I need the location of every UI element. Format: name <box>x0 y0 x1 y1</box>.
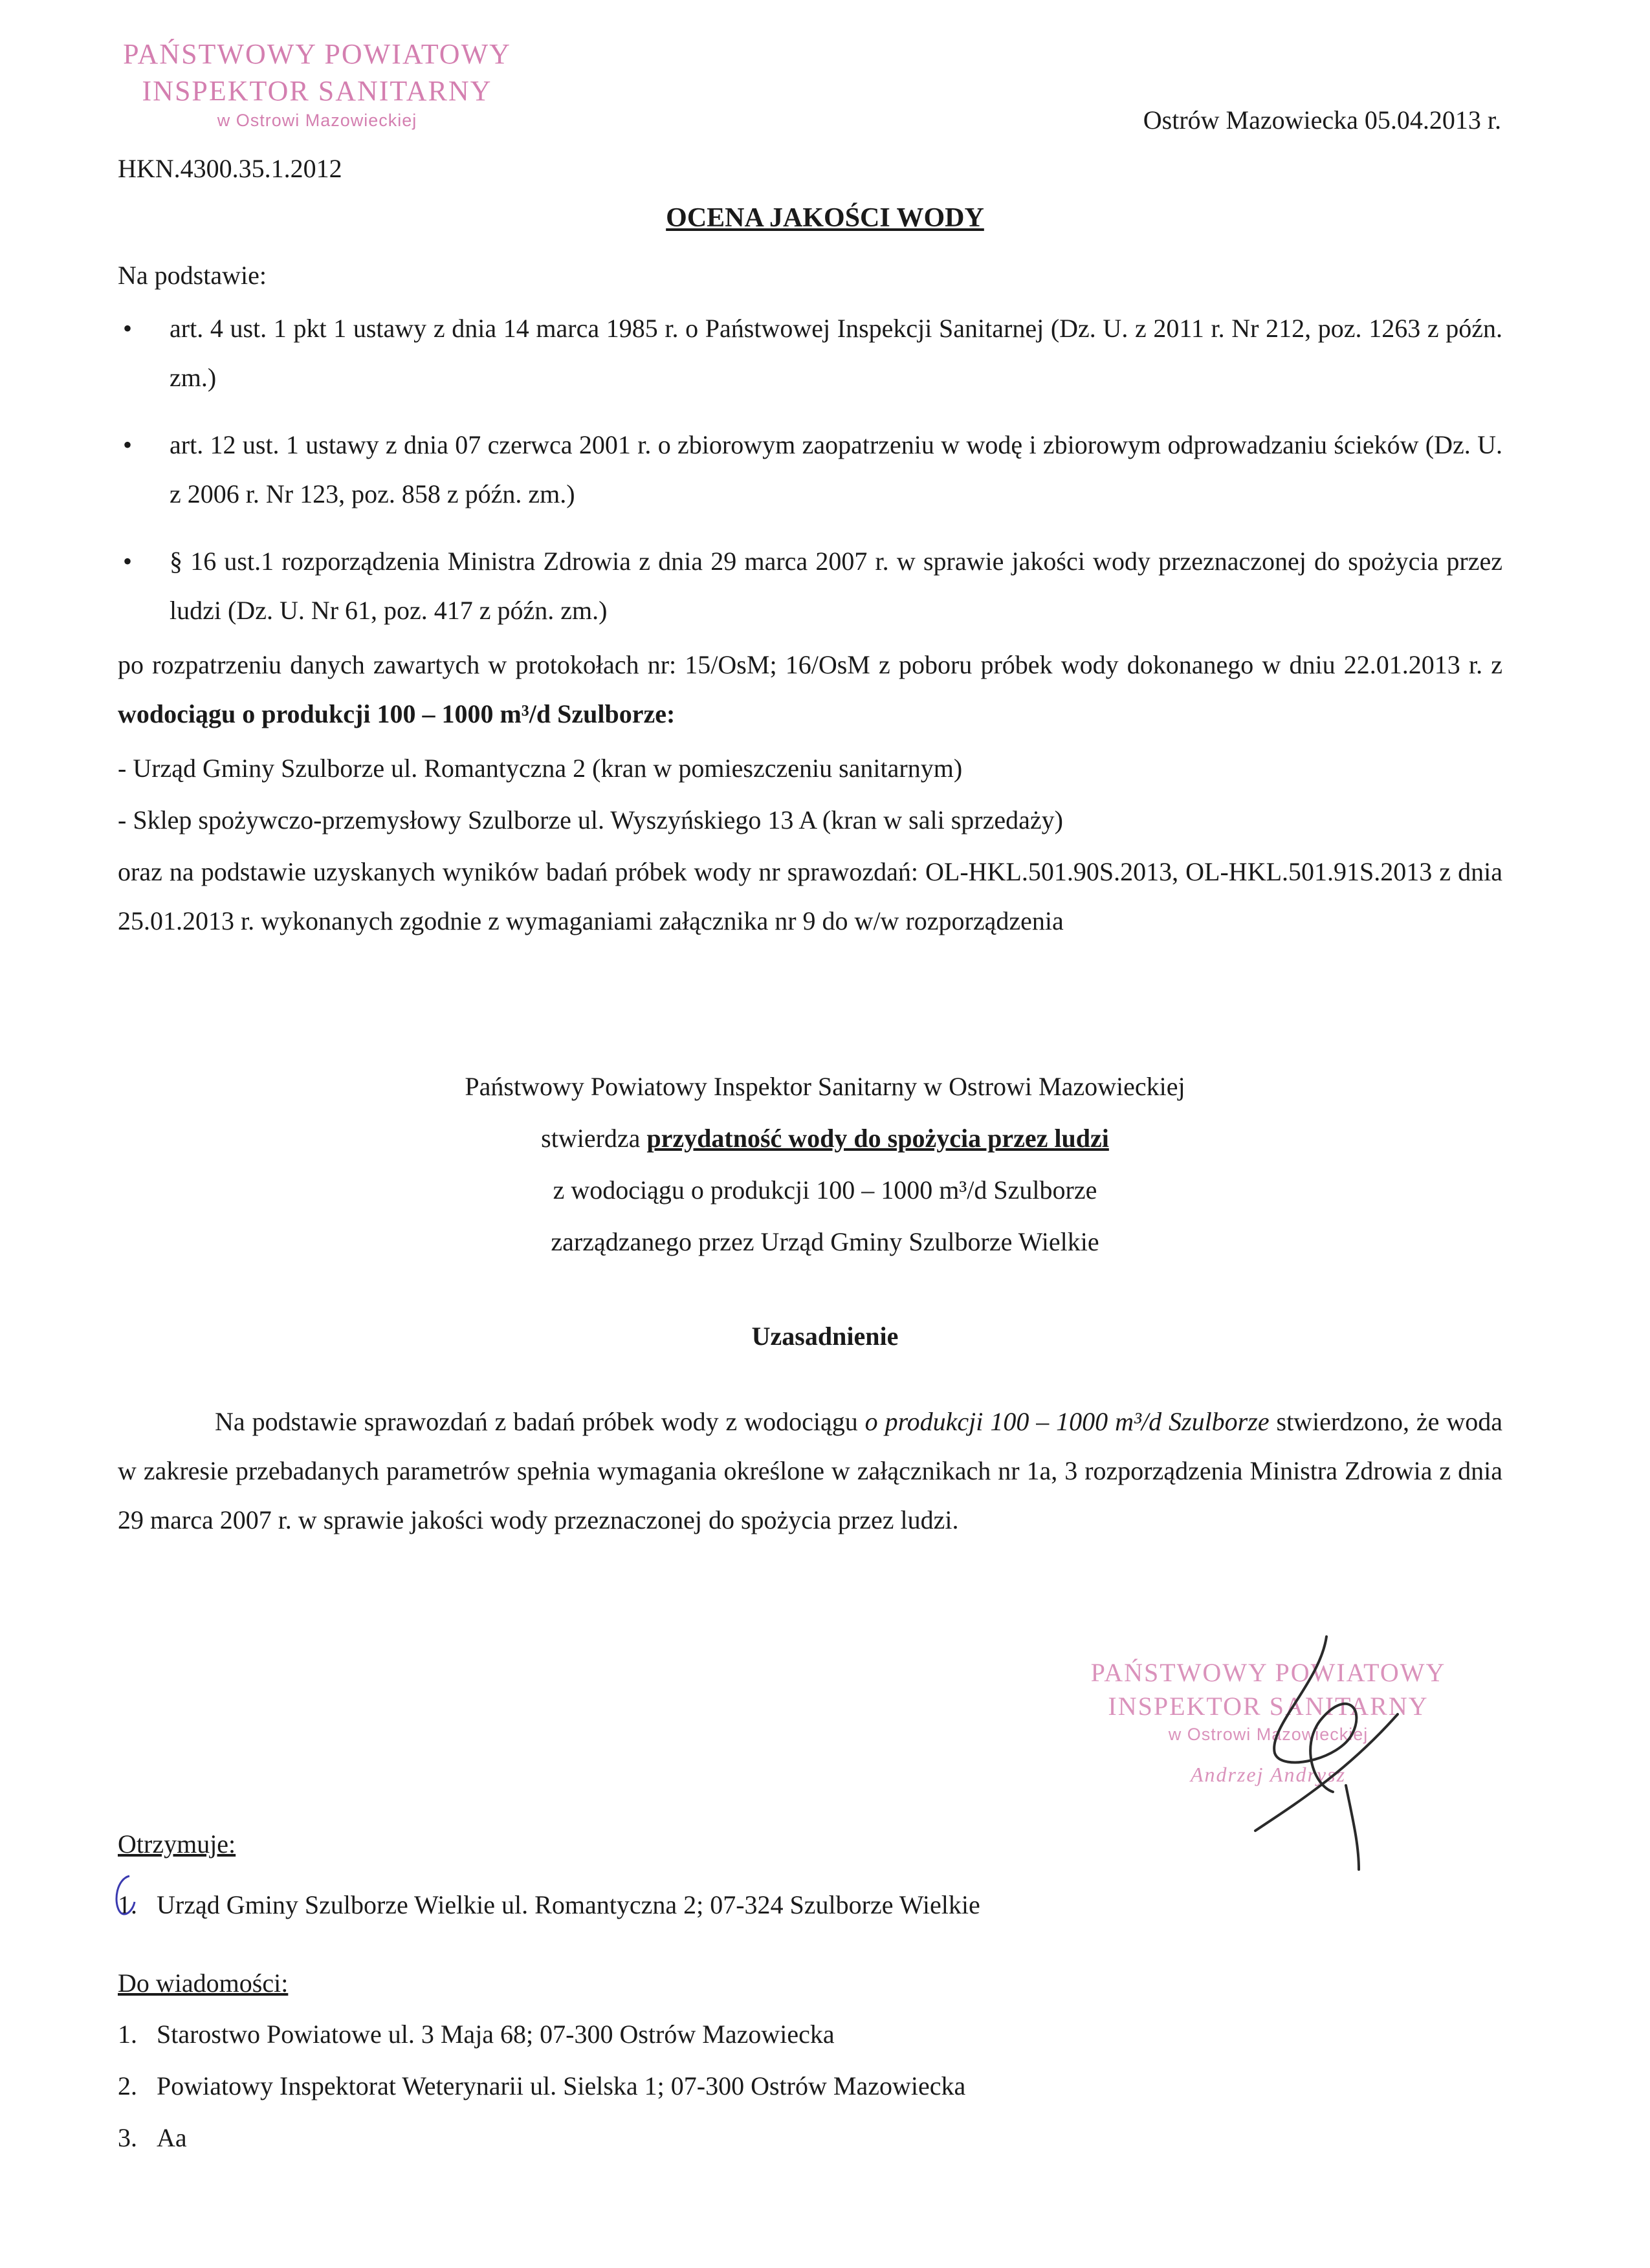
waterworks-name: wodociągu o produkcji 100 – 1000 m³/d Szulborze: <box>118 699 676 728</box>
bullet-icon: • <box>123 430 133 459</box>
decision-verdict: przydatność wody do spożycia przez ludzi <box>646 1124 1109 1153</box>
basis-intro: Na podstawie: <box>118 261 267 290</box>
justification-heading: Uzasadnienie <box>751 1322 899 1351</box>
justification-paragraph: Na podstawie sprawozdań z badań próbek wody z wodociągu o produkcji 100 – 1000 m³/d Szulborze stwierdzono, że woda w zakresie przebadanych parametrów spełnia wymagania określone w załącznikach nr 1a, 3 rozporządzenia Ministra Zdrowia z dnia 29 marca 2007 r. w sprawie jakości wody przeznaczonej do spożycia przez ludzi. <box>118 1407 1503 1534</box>
signatory-name: Andrzej Andrysz <box>1190 1763 1347 1787</box>
document-title: OCENA JAKOŚCI WODY <box>666 203 984 233</box>
recipients-list <box>118 1879 980 1931</box>
decision-waterworks: z wodociągu o produkcji 100 – 1000 m³/d Szulborze <box>553 1175 1097 1205</box>
cc-list <box>118 2009 965 2164</box>
sampling-point-2: - Sklep spożywczo-przemysłowy Szulborze ul. Wyszyńskiego 13 A (kran w sali sprzedaży) <box>118 805 1063 834</box>
cc-heading: Do wiadomości: <box>118 1968 289 1998</box>
stamp-line-2: INSPEKTOR SANITARNY <box>142 75 492 107</box>
stamp-line-1: PAŃSTWOWY POWIATOWY <box>123 38 511 70</box>
decision-manager: zarządzanego przez Urząd Gminy Szulborze Wielkie <box>551 1227 1099 1256</box>
recipients-heading: Otrzymuje: <box>118 1829 236 1859</box>
stamp-line-3: w Ostrowi Mazowieckiej <box>217 111 417 131</box>
signature-stamp: PAŃSTWOWY POWIATOWY INSPEKTOR SANITARNY w Ostrowi Mazowieckiej Andrzej Andrysz <box>1074 1656 1462 1789</box>
basis-list <box>118 304 1502 653</box>
decision-block <box>0 1061 1650 1268</box>
place-date: Ostrów Mazowiecka 05.04.2013 r. <box>1143 105 1501 135</box>
basis-item: • art. 12 ust. 1 ustawy z dnia 07 czerwca 2001 r. o zbiorowym zaopatrzeniu w wodę i zbiorowym odprowadzaniu ścieków (Dz. U. z 2006 r. Nr 123, poz. 858 z późn. zm.) <box>118 420 1502 519</box>
handwritten-signature <box>1229 1630 1424 1876</box>
sampling-point-1: - Urząd Gminy Szulborze ul. Romantyczna 2 (kran w pomieszczeniu sanitarnym) <box>118 754 963 783</box>
inspector-stamp <box>123 36 511 132</box>
results-paragraph: oraz na podstawie uzyskanych wyników badań próbek wody nr sprawozdań: OL-HKL.501.90S.2013, OL-HKL.501.91S.2013 z dnia 25.01.2013 r. wykonanych zgodnie z wymaganiami załącznika nr 9 do w/w rozporządzenia <box>118 857 1502 935</box>
handwritten-circle-mark <box>110 1873 146 1921</box>
decision-statement: stwierdza przydatność wody do spożycia przez ludzi <box>541 1124 1109 1153</box>
basis-item: • art. 4 ust. 1 pkt 1 ustawy z dnia 14 marca 1985 r. o Państwowej Inspekcji Sanitarnej (Dz. U. z 2011 r. Nr 212, poz. 1263 z późn. zm.) <box>118 304 1502 402</box>
basis-item: • § 16 ust.1 rozporządzenia Ministra Zdrowia z dnia 29 marca 2007 r. w sprawie jakości wody przeznaczonej do spożycia przez ludzi (Dz. U. Nr 61, poz. 417 z późn. zm.) <box>118 537 1502 635</box>
reference-number: HKN.4300.35.1.2012 <box>118 154 342 183</box>
list-item: 1. Urząd Gminy Szulborze Wielkie ul. Romantyczna 2; 07-324 Szulborze Wielkie <box>118 1890 980 1919</box>
decision-authority: Państwowy Powiatowy Inspektor Sanitarny w Ostrowi Mazowieckiej <box>465 1072 1185 1101</box>
list-item: 3. Aa <box>118 2123 187 2152</box>
bullet-icon: • <box>123 314 133 343</box>
list-item: 1. Starostwo Powiatowe ul. 3 Maja 68; 07-300 Ostrów Mazowiecka <box>118 2020 835 2049</box>
protocol-paragraph: po rozpatrzeniu danych zawartych w protokołach nr: 15/OsM; 16/OsM z poboru próbek wody dokonanego w dniu 22.01.2013 r. z wodociągu o produkcji 100 – 1000 m³/d Szulborze: <box>118 650 1502 728</box>
list-item: 2. Powiatowy Inspektorat Weterynarii ul. Sielska 1; 07-300 Ostrów Mazowiecka <box>118 2071 966 2100</box>
bullet-icon: • <box>123 547 133 576</box>
